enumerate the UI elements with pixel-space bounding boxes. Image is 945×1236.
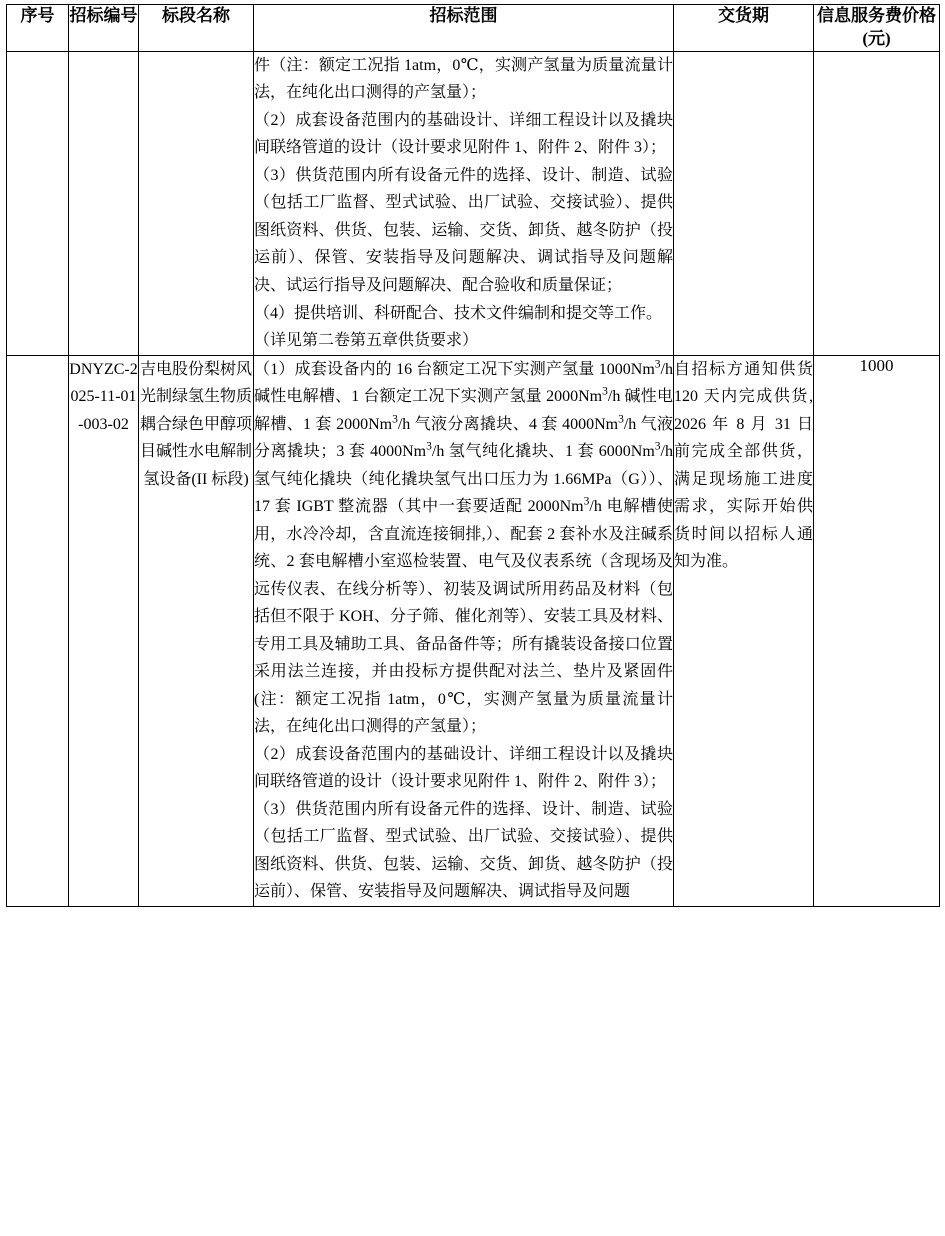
table-header (7, 5, 940, 52)
column-header-scope (254, 5, 674, 52)
cell-delivery (674, 51, 814, 355)
scope-paragraph: （3）供货范围内所有设备元件的选择、设计、制造、试验（包括工厂监督、型式试验、出厂试验、交接试验）、提供图纸资料、供货、包装、运输、交货、卸货、越冬防护（投运前）、保管、安装指导及问题解决、调试指导及问题解决、试运行指导及问题解决、配合验收和质量保证； (254, 166, 673, 294)
cell-price: 1000 (814, 355, 940, 906)
cell-seq (7, 355, 69, 906)
column-header-lot-name-label: 标段名称 (162, 6, 230, 25)
column-header-delivery-label: 交货期 (718, 6, 769, 25)
cell-scope (254, 51, 674, 355)
cell-code (69, 51, 139, 355)
cell-code: DNYZC-2025-11-01-003-02 (69, 355, 139, 906)
column-header-seq (7, 5, 69, 52)
cell-scope (254, 355, 674, 906)
cell-lot-name: 吉电股份梨树风光制绿氢生物质耦合绿色甲醇项目碱性水电解制氢设备(II 标段) (139, 355, 254, 906)
column-header-lot-name (139, 5, 254, 52)
table-header-row (7, 5, 940, 52)
scope-paragraph: （4）提供培训、科研配合、技术文件编制和提交等工作。 (254, 304, 663, 322)
cell-price (814, 51, 940, 355)
scope-paragraph: （2）成套设备范围内的基础设计、详细工程设计以及撬块间联络管道的设计（设计要求见附件 1、附件 2、附件 3）； (254, 111, 673, 157)
table-row (7, 355, 940, 906)
bid-scope-table (6, 4, 940, 907)
document-page (0, 4, 945, 1236)
cell-delivery: 自招标方通知供货 120 天内完成供货, 2026 年 8 月 31 日前完成全部供货，满足现场施工进度需求，实际开始供货时间以招标人通知为准。 (674, 355, 814, 906)
column-header-price (814, 5, 940, 52)
column-header-code-label: 招标编号 (69, 6, 138, 25)
column-header-price-label: 信息服务费价格(元) (817, 6, 936, 48)
scope-paragraph: （1）成套设备内的 16 台额定工况下实测产氢量 1000Nm$^3$/h 碱性电解槽、1 台额定工况下实测产氢量 2000Nm$^3$/h 碱性电解槽、1 套 2000Nm$^3$/h 气液分离撬块、4 套 4000Nm$^3$/h 气液分离撬块；3 套 4000Nm$^3$/h 氢气纯化撬块、1 套 6000Nm$^3$/h 氢气纯化撬块（纯化撬块氢气出口压力为 1.66MPa（G））、17 套 IGBT 整流器（其中一套要适配 2000Nm$^3$/h 电解槽使用，水冷冷却，含直流连接铜排,）、配套 2 套补水及注碱系统、2 套电解槽小室巡检装置、电气及仪表系统（含现场及远传仪表、在线分析等）、初装及调试所用药品及材料（包括但不限于 KOH、分子筛、催化剂等）、安装工具及材料、专用工具及辅助工具、备品备件等；所有撬装设备接口位置采用法兰连接，并由投标方提供配对法兰、垫片及紧固件(注：额定工况指 1atm，0℃，实测产氢量为质量流量计法，在纯化出口测得的产氢量）； (254, 358, 673, 736)
table-body (7, 51, 940, 906)
scope-paragraph: （2）成套设备范围内的基础设计、详细工程设计以及撬块间联络管道的设计（设计要求见附件 1、附件 2、附件 3）； (254, 745, 673, 791)
column-header-delivery (674, 5, 814, 52)
column-header-code (69, 5, 139, 52)
scope-paragraph: （3）供货范围内所有设备元件的选择、设计、制造、试验（包括工厂监督、型式试验、出厂试验、交接试验）、提供图纸资料、供货、包装、运输、交货、卸货、越冬防护（投运前）、保管、安装指导及问题解决、调试指导及问题 (254, 800, 673, 901)
scope-paragraph: 件（注：额定工况指 1atm，0℃，实测产氢量为质量流量计法，在纯化出口测得的产氢量）； (254, 56, 673, 102)
column-header-seq-label: 序号 (20, 6, 55, 25)
column-header-scope-label: 招标范围 (429, 6, 498, 25)
scope-paragraph-note: （详见第二卷第五章供货要求） (254, 332, 479, 350)
cell-lot-name (139, 51, 254, 355)
cell-seq (7, 51, 69, 355)
table-row (7, 51, 940, 355)
